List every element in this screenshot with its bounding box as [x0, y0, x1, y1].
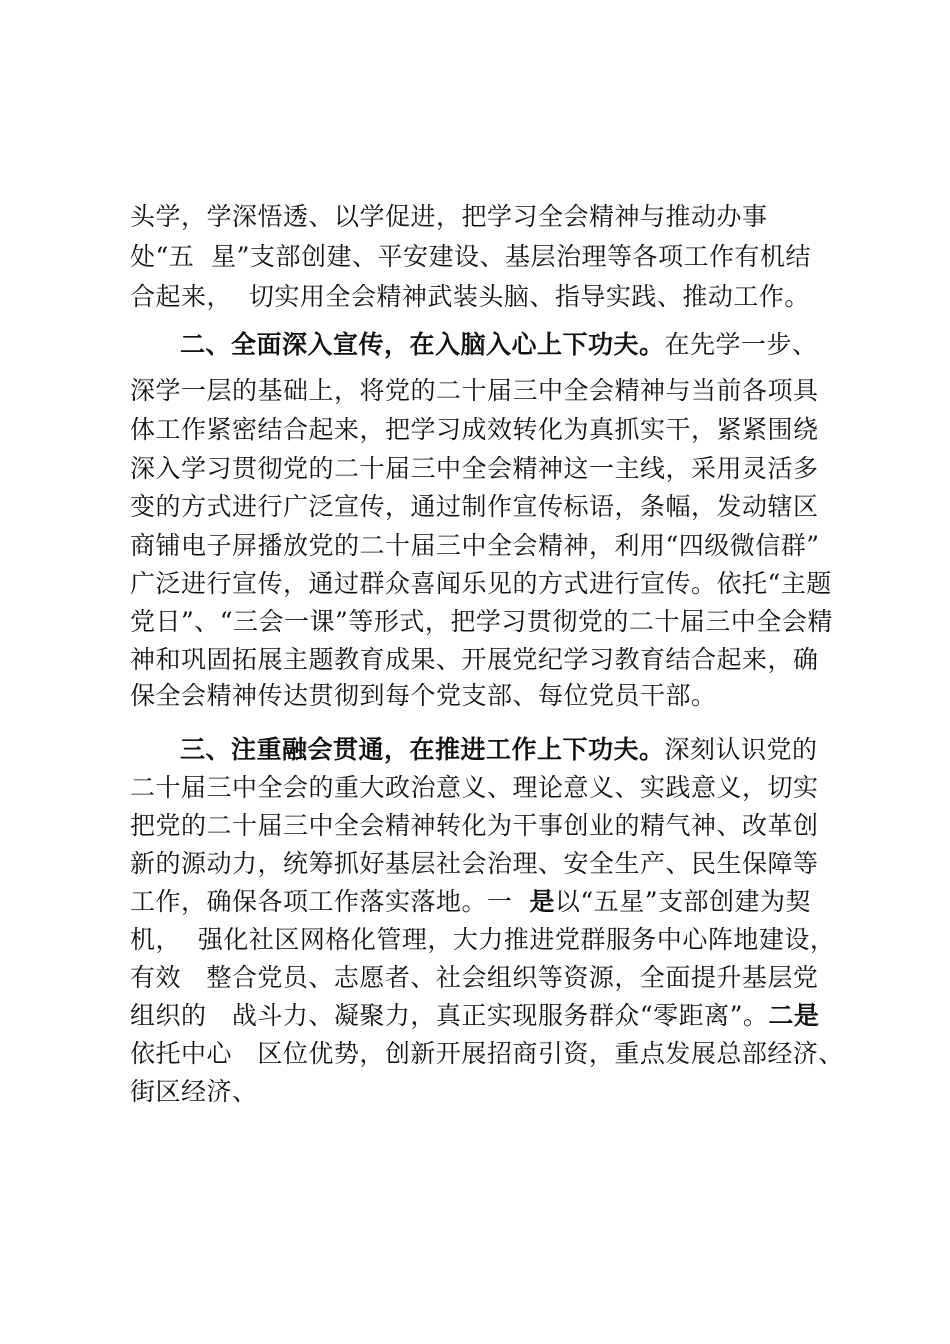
text-segment: 组织的 战斗力、凝聚力，真正实现服务群众“零距离”。 [130, 1001, 769, 1030]
emphasis-text: 是 [529, 887, 555, 916]
text-segment: 把党的二十届三中全会精神转化为干事创业的精气神、改革创 [130, 811, 819, 840]
text-line [130, 640, 819, 680]
text-segment: 新的源动力，统筹抓好基层社会治理、安全生产、民生保障等 [130, 849, 819, 878]
text-segment: 变的方式进行广泛宣传，通过制作宣传标语，条幅，发动辖区 [130, 492, 819, 521]
text-line [130, 602, 833, 642]
text-segment: 保全会精神传达贯彻到每个党支部、每位党员干部。 [130, 681, 717, 710]
text-segment: 二十届三中全会的重大政治意义、理论意义、实践意义，切实 [130, 773, 819, 802]
section-three-heading-line [180, 730, 818, 770]
text-line [130, 237, 811, 277]
text-line [130, 449, 819, 489]
text-line [130, 526, 820, 566]
text-segment: 机， 强化社区网格化管理，大力推进党群服务中心阵地建设， [130, 925, 836, 954]
text-line [130, 920, 835, 960]
text-line [130, 996, 819, 1036]
text-segment: 广泛进行宣传，通过群众喜闻乐见的方式进行宣传。依托“主题 [130, 569, 832, 598]
text-segment: 神和巩固拓展主题教育成果、开展党纪学习教育结合起来，确 [130, 645, 819, 674]
emphasis-text: 二是 [768, 1001, 820, 1030]
text-line [130, 768, 819, 808]
text-line [130, 410, 819, 450]
section-heading: 二、全面深入宣传，在入脑入心上下功夫。 [180, 330, 665, 359]
text-segment: 深刻认识党的 [664, 735, 818, 764]
section-heading: 三、注重融会贯通，在推进工作上下功夫。 [180, 735, 665, 764]
text-segment: 以“五星”支部创建为契 [554, 887, 811, 916]
text-line [130, 487, 819, 527]
text-line [130, 197, 768, 237]
text-segment: 头学，学深悟透、以学促进，把学习全会精神与推动办事 [130, 202, 768, 231]
text-segment: 深入学习贯彻党的二十届三中全会精神这一主线，采用灵活多 [130, 454, 819, 483]
text-segment: 街区经济、 [130, 1077, 258, 1106]
text-line [130, 564, 832, 604]
text-segment: 工作，确保各项工作落实落地。一 [130, 887, 530, 916]
text-line [130, 277, 810, 317]
text-line [130, 1072, 258, 1112]
text-line [130, 371, 819, 411]
text-segment: 党日”、“三会一课”等形式，把学习贯彻党的二十届三中全会精 [130, 607, 833, 636]
text-segment: 深学一层的基础上，将党的二十届三中全会精神与当前各项具 [130, 376, 819, 405]
text-segment: 处“五 星”支部创建、平安建设、基层治理等各项工作有机结 [130, 242, 811, 271]
text-segment: 体工作紧密结合起来，把学习成效转化为真抓实干，紧紧围绕 [130, 415, 819, 444]
text-segment: 商铺电子屏播放党的二十届三中全会精神，利用“四级微信群” [130, 531, 820, 560]
text-line [130, 676, 717, 716]
text-line [130, 844, 819, 884]
text-line [130, 1034, 844, 1074]
text-segment: 依托中心 区位优势，创新开展招商引资，重点发展总部经济、 [130, 1039, 844, 1068]
text-line [130, 958, 818, 998]
text-segment: 有效 整合党员、志愿者、社会组织等资源，全面提升基层党 [130, 963, 819, 992]
text-line [130, 806, 819, 846]
text-segment: 合起来， 切实用全会精神武装头脑、指导实践、推动工作。 [130, 282, 810, 311]
section-two-heading-line [180, 325, 818, 365]
text-line [130, 882, 811, 922]
text-segment: 在先学一步、 [664, 330, 818, 359]
